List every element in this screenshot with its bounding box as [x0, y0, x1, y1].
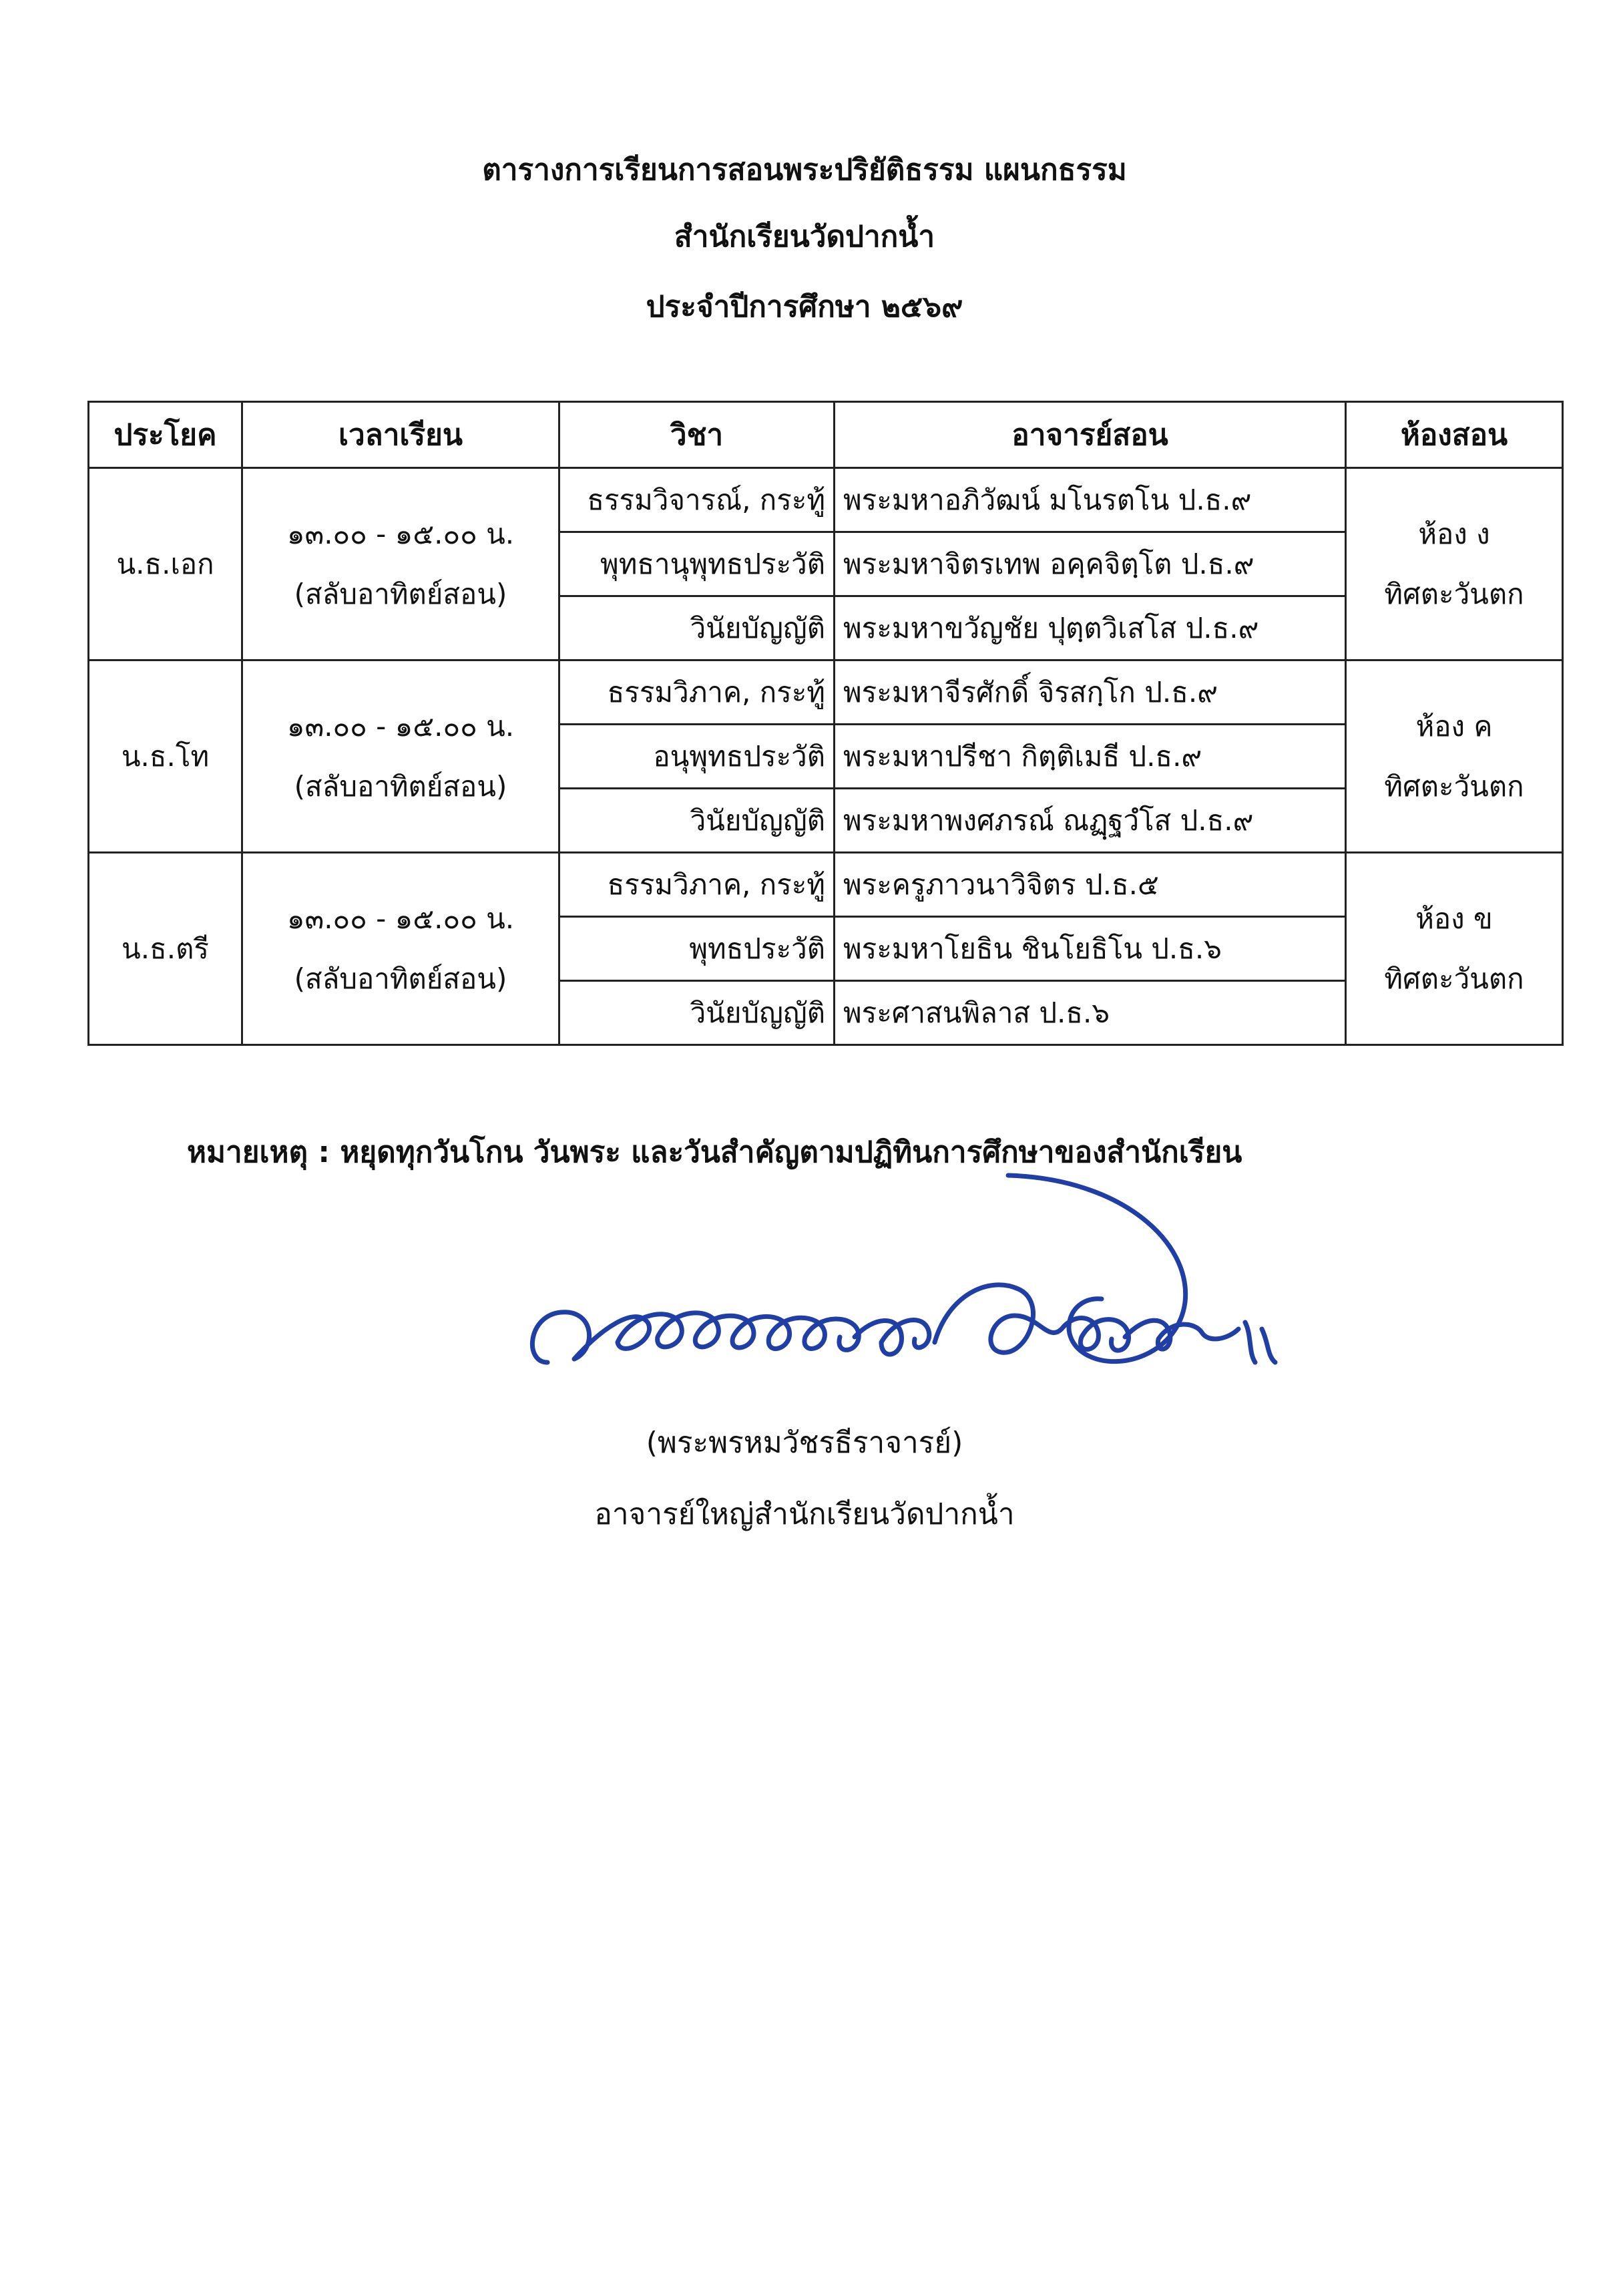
- teacher-cell: พระมหาพงศภรณ์ ณฏฺฐวํโส ป.ธ.๙: [835, 789, 1346, 853]
- subject-cell: วินัยบัญญัติ: [559, 789, 835, 853]
- subject-cell: ธรรมวิภาค, กระทู้: [559, 853, 835, 917]
- column-header-teacher: อาจารย์สอน: [835, 402, 1346, 468]
- time-range: ๑๓.๐๐ - ๑๕.๐๐ น.: [286, 902, 515, 935]
- room-side: ทิศตะวันตก: [1384, 769, 1524, 803]
- room-name: ห้อง ข: [1415, 902, 1493, 935]
- subject-cell: ธรรมวิจารณ์, กระทู้: [559, 468, 835, 532]
- level-cell: น.ธ.ตรี: [89, 853, 242, 1045]
- table-row: [89, 853, 1563, 917]
- column-header-time: เวลาเรียน: [242, 402, 559, 468]
- academic-year: ประจำปีการศึกษา ๒๕๖๙: [646, 290, 963, 324]
- signature-image: [521, 1162, 1309, 1382]
- time-cell: [242, 468, 559, 660]
- teacher-cell: พระมหาอภิวัฒน์ มโนรตโน ป.ธ.๙: [835, 468, 1346, 532]
- time-cell: [242, 660, 559, 853]
- schedule-table: [87, 401, 1564, 1046]
- signer-position: อาจารย์ใหญ่สำนักเรียนวัดปากน้ำ: [594, 1497, 1015, 1531]
- room-side: ทิศตะวันตก: [1384, 577, 1524, 610]
- room-cell: [1346, 660, 1563, 853]
- subject-cell: ธรรมวิภาค, กระทู้: [559, 660, 835, 725]
- subject-cell: พุทธประวัติ: [559, 917, 835, 981]
- time-note: (สลับอาทิตย์สอน): [294, 769, 507, 803]
- subject-cell: อนุพุทธประวัติ: [559, 725, 835, 789]
- column-header-room: ห้องสอน: [1346, 402, 1563, 468]
- document-title: ตารางการเรียนการสอนพระปริยัติธรรม แผนกธรรม: [482, 153, 1127, 187]
- room-name: ห้อง ง: [1418, 517, 1490, 550]
- time-note: (สลับอาทิตย์สอน): [294, 962, 507, 995]
- time-note: (สลับอาทิตย์สอน): [294, 577, 507, 610]
- school-name: สำนักเรียนวัดปากน้ำ: [674, 220, 935, 254]
- teacher-cell: พระมหาจีรศักดิ์ จิรสกฺโก ป.ธ.๙: [835, 660, 1346, 725]
- column-header-subject: วิชา: [559, 402, 835, 468]
- table-row: [89, 468, 1563, 532]
- time-cell: [242, 853, 559, 1045]
- room-cell: [1346, 853, 1563, 1045]
- teacher-cell: พระศาสนพิลาส ป.ธ.๖: [835, 981, 1346, 1045]
- room-side: ทิศตะวันตก: [1384, 962, 1524, 995]
- time-range: ๑๓.๐๐ - ๑๕.๐๐ น.: [286, 709, 515, 743]
- table-header-row: [89, 402, 1563, 468]
- teacher-cell: พระมหาโยธิน ชินโยธิโน ป.ธ.๖: [835, 917, 1346, 981]
- teacher-cell: พระมหาขวัญชัย ปุตฺตวิเสโส ป.ธ.๙: [835, 596, 1346, 660]
- teacher-cell: พระมหาปรีชา กิตฺติเมธี ป.ธ.๙: [835, 725, 1346, 789]
- room-name: ห้อง ค: [1415, 709, 1493, 743]
- teacher-cell: พระครูภาวนาวิจิตร ป.ธ.๕: [835, 853, 1346, 917]
- level-cell: น.ธ.เอก: [89, 468, 242, 660]
- teacher-cell: พระมหาจิตรเทพ อคฺคจิตฺโต ป.ธ.๙: [835, 532, 1346, 596]
- column-header-level: ประโยค: [89, 402, 242, 468]
- table-row: [89, 660, 1563, 725]
- subject-cell: วินัยบัญญัติ: [559, 596, 835, 660]
- level-cell: น.ธ.โท: [89, 660, 242, 853]
- signer-name: (พระพรหมวัชรธีราจารย์): [646, 1426, 963, 1460]
- subject-cell: พุทธานุพุทธประวัติ: [559, 532, 835, 596]
- subject-cell: วินัยบัญญัติ: [559, 981, 835, 1045]
- time-range: ๑๓.๐๐ - ๑๕.๐๐ น.: [286, 517, 515, 550]
- room-cell: [1346, 468, 1563, 660]
- remark-note: หมายเหตุ : หยุดทุกวันโกน วันพระ และวันสำคัญตามปฏิทินการศึกษาของสำนักเรียน: [187, 1135, 1242, 1169]
